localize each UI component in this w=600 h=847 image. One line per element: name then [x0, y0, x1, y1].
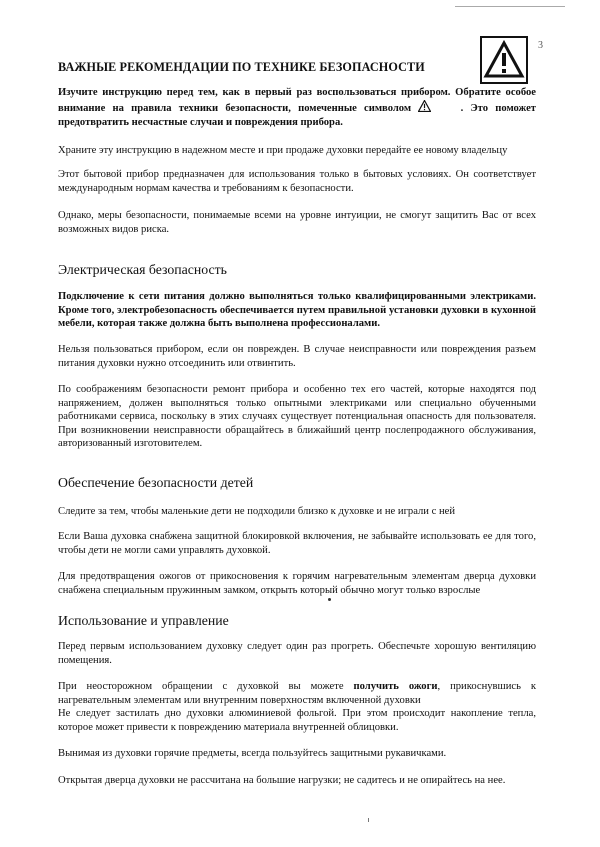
intro-paragraph [58, 86, 536, 130]
page-title: ВАЖНЫЕ РЕКОМЕНДАЦИИ ПО ТЕХНИКЕ БЕЗОПАСНОСТИ [58, 60, 425, 74]
usage-paragraph-5: Открытая дверца духовки не рассчитана на большие нагрузки; не садитесь и не опирайтесь на нее. [58, 775, 506, 786]
electrical-paragraph-2: По соображениям безопасности ремонт прибора и особенно тех его частей, которые находятся под напряжением, должен выполняться только опытными электриками или специально обученными работниками сервиса, поскольку в этих случаях существует потенциальная опасность для пользователя. При возникновении неисправности обращайтесь в ближайший центр послепродажного обслуживания, авторизованный изготовителем. [58, 384, 536, 450]
electrical-paragraph-1: Нельзя пользоваться прибором, если он поврежден. В случае неисправности или повреждения разъем питания духовки нужно отсоединить или отвинтить. [58, 344, 536, 369]
usage-paragraph-1: Перед первым использованием духовку следует один раз прогреть. Обеспечьте хорошую вентиляцию помещения. [58, 641, 536, 666]
heading-child-safety: Обеспечение безопасности детей [58, 475, 254, 490]
general-paragraph-3: Однако, меры безопасности, понимаемые всеми на уровне интуиции, не смогут защитить Вас от всех возможных видов риска. [58, 210, 536, 235]
intro-text-part1: Изучите инструкцию перед тем, как в первый раз воспользоваться прибором. Обратите особое внимание на правила техники безопасности, помеченные символом [58, 87, 536, 114]
usage-p2-text-end: , прикоснувшись к нагревательным элементам или внутренним поверхностям включенной духовки [58, 681, 536, 706]
scan-edge-line [455, 6, 565, 7]
warning-icon [418, 100, 431, 117]
page-number: 3 [538, 40, 543, 51]
scan-mark [368, 818, 369, 822]
general-paragraph-2: Этот бытовой прибор предназначен для использования только в бытовых условиях. Он соответствует международным нормам качества и требованиям к безопасности. [58, 169, 536, 194]
burn-warning-text: получить ожоги [353, 681, 438, 692]
intro-text-part2: . Это поможет предотвратить несчастные случаи и повреждения прибора. [58, 102, 536, 129]
heading-usage: Использование и управление [58, 613, 229, 628]
usage-p2-text-start: При неосторожном обращении с духовкой вы можете [58, 681, 344, 692]
general-paragraph-1: Храните эту инструкцию в надежном месте и при продаже духовки передайте ее новому владельцу [58, 145, 508, 156]
scan-speck [328, 598, 331, 601]
heading-electrical-safety: Электрическая безопасность [58, 262, 227, 277]
usage-paragraph-4: Вынимая из духовки горячие предметы, всегда пользуйтесь защитными рукавичками. [58, 748, 447, 759]
electrical-bold-paragraph: Подключение к сети питания должно выполняться только квалифицированными электриками. Кроме того, электробезопасность обеспечивается путем правильной установки духовки в кухонной мебели, которая также должна быть выполнена профессионалами. [58, 291, 536, 330]
children-paragraph-3: Для предотвращения ожогов от прикосновения к горячим нагревательным элементам дверца духовки снабжена специальным пружинным замком, открыть который обычно могут только взрослые [58, 571, 536, 596]
usage-paragraph-2 [58, 680, 536, 707]
children-paragraph-1: Следите за тем, чтобы маленькие дети не подходили близко к духовке и не играли с ней [58, 506, 456, 517]
usage-paragraph-3: Не следует застилать дно духовки алюминиевой фольгой. При этом происходит накопление тепла, которое может привести к повреждению материала внутренней облицовки. [58, 708, 536, 733]
children-paragraph-2: Если Ваша духовка снабжена защитной блокировкой включения, не забывайте использовать ее для того, чтобы дети не могли сами управлять духовкой. [58, 531, 536, 556]
warning-triangle-icon [480, 36, 528, 84]
